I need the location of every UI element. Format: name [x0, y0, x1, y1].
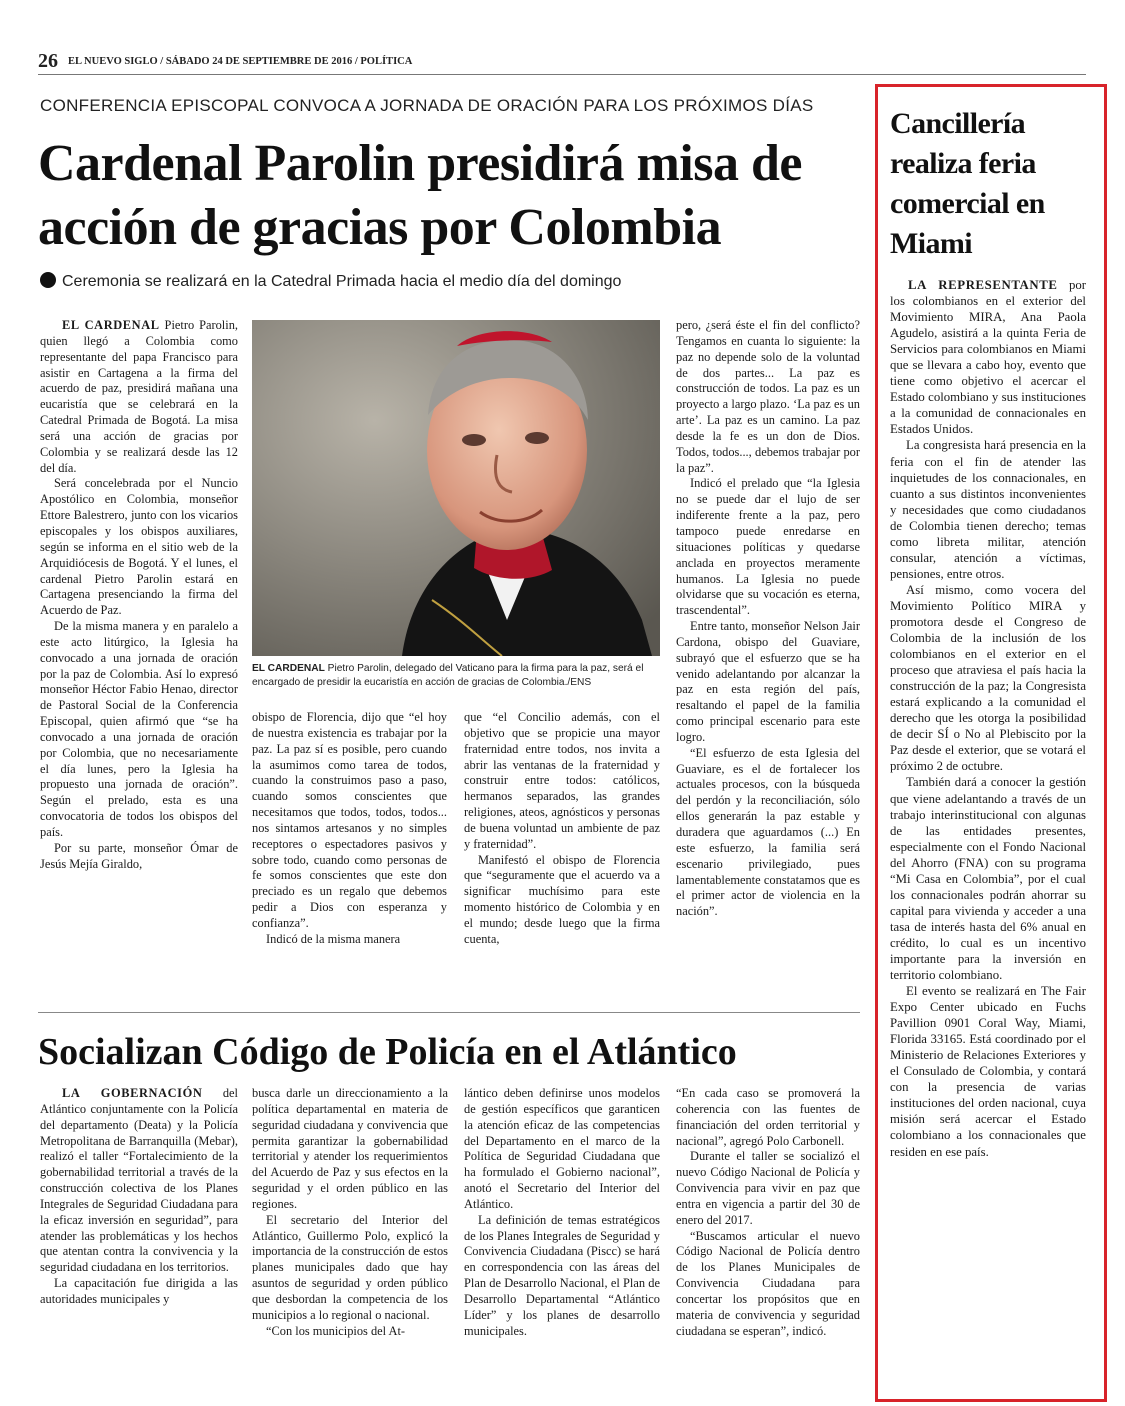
article2-lead-text: del Atlántico conjuntamente con la Policía del departamento (Deata) y la Policía Metropolitana de Barranquilla (Mebar), realizó el taller “Fortalecimiento de la gobernabilidad territorial a través de la construcción colectiva de los Planes Integrales de Seguridad Ciudadana para la eficaz inversión en seguridad”, para atender las problemáticas y los hechos que atentan contra la convivencia y la seguridad ciudadana en los territorios.: [40, 1086, 238, 1275]
article1-paragraph: Indicó el prelado que “la Iglesia no se puede dar el lujo de ser indiferente frente a la paz, pero tampoco puede enredarse en situaciones políticas y quedarse anclada en proyectos meramente humanos. La Iglesia no puede olvidarse que su vocación es eterna, trascendental”.: [676, 476, 860, 618]
bullet-icon: [40, 272, 56, 288]
article1-paragraph: obispo de Florencia, dijo que “el hoy de nuestra existencia es trabajar por la paz. La paz sí es posible, pero cuando la asumimos como tarea de todos, cuando la construimos paso a paso, cuando somos conscientes que necesitamos que todos, todos, todos... nos sintamos artesanos y no simples receptores o espectadores pasivos y sobre todo, cuando como personas de fe somos conscientes que este don preciado es un regalo que debemos pedir a Dios con esperanza y confianza”.: [252, 710, 447, 930]
article1-paragraph: Será concelebrada por el Nuncio Apostólico en Colombia, monseñor Ettore Balestrero, junto con los vicarios episcopales y los obispos auxiliares, según se informa en el sitio web de la Arquidiócesis de Bogotá. Y el lunes, el cardenal Pietro Parolin estará en Cartagena presenciando la firma del Acuerdo de Paz.: [40, 476, 238, 618]
article1-column-1: [40, 318, 238, 873]
article2-column-1: [40, 1086, 238, 1308]
portrait-image: [252, 320, 660, 656]
article1-paragraph: “El esfuerzo de esta Iglesia del Guaviare, es el de fortalecer los actuales procesos, con la búsqueda del perdón y la reconciliación, sólo ellos generarán la paz estable y duradera que aguardamos (...) En este esfuerzo, la familia será escenario privilegiado, pues lamentablemente constatamos que es el primer actor de violencia en la nación”.: [676, 745, 860, 919]
top-rule: [38, 74, 1086, 75]
sidebar-paragraph: La congresista hará presencia en la feria con el fin de atender las inquietudes de los connacionales, en cuanto a sus distintos inconvenientes y necesidades que como ciudadanos de Colombia tienen derecho; temas como libreta militar, atención consular, atención a víctimas, pensiones, entre otros.: [890, 438, 1086, 581]
article1-lead-word: EL CARDENAL: [62, 318, 160, 332]
article2-paragraph: “Buscamos articular el nuevo Código Nacional de Policía dentro de los Planes Municipales de Convivencia Ciudadana para concertar los propósitos que en materia de convivencia y seguridad ciudadana se esperan”, indicó.: [676, 1228, 860, 1338]
sidebar-paragraph: El evento se realizará en The Fair Expo Center ubicado en Fuchs Pavillion 0901 Coral Way, Miami, Florida 33165. Está coordinado por el Ministerio de Relaciones Exteriores y el Consulado de Colombia, y contará con la presencia de varias instituciones del orden nacional, cuya misión será acercar el Estado colombiano a los connacionales que residen en ese país.: [890, 984, 1086, 1159]
article2-paragraph: lántico deben definirse unos modelos de gestión específicos que garanticen la atención eficaz de las competencias del Departamento en el marco de la Política de Seguridad Ciudadana que ha formulado el Gobierno nacional”, anotó el Secretario del Interior del Atlántico.: [464, 1086, 660, 1211]
article2-paragraph: busca darle un direccionamiento a la política departamental en materia de seguridad ciudadana y convivencia que permita garantizar la gobernabilidad territorial y atender los requerimientos del Acuerdo de Paz y sus efectos en la seguridad y el orden público en las regiones.: [252, 1086, 448, 1211]
sidebar-lead-word: LA REPRESENTANTE: [908, 278, 1058, 292]
folio-text: EL NUEVO SIGLO / SÁBADO 24 DE SEPTIEMBRE DE 2016 / POLÍTICA: [68, 56, 413, 67]
article1-column-3: [464, 710, 660, 948]
article2-lead-word: LA GOBERNACIÓN: [62, 1086, 203, 1100]
article2-column-2: [252, 1086, 448, 1340]
cardinal-photo: [252, 320, 660, 656]
article2-paragraph: La definición de temas estratégicos de los Planes Integrales de Seguridad y Convivencia Ciudadana (Piscc) se hará en correspondencia con las áreas del Plan de Desarrollo Nacional, el Plan de Desarrollo Departamental “Atlántico Líder” y los planes de desarrollo municipales.: [464, 1212, 660, 1338]
article1-paragraph: De la misma manera y en paralelo a este acto litúrgico, la Iglesia ha convocado a una jornada de oración por la paz de Colombia. Así lo expresó monseñor Héctor Fabio Henao, director de Pastoral Social de la Conferencia Episcopal, quien afirmó que “se ha convocado a una jornada de oración por Colombia, que no necesariamente el día lunes, pero la Iglesia ha propuesto una jornada de oración”. Según el prelado, esta es una convocatoria de todos los obispos del país.: [40, 619, 238, 839]
article2-column-4: [676, 1086, 860, 1340]
article1-paragraph: Entre tanto, monseñor Nelson Jair Cardona, obispo del Guaviare, subrayó que el esfuerzo que se ha venido adelantando por alcanzar la paz en esta región del país, resaltando el papel de la familia como principal escenario para este logro.: [676, 619, 860, 744]
article1-kicker: CONFERENCIA EPISCOPAL CONVOCA A JORNADA DE ORACIÓN PARA LOS PRÓXIMOS DÍAS: [40, 96, 814, 115]
article2-column-3: [464, 1086, 660, 1340]
article1-lead-paragraph: [40, 318, 238, 476]
article2-paragraph: Durante el taller se socializó el nuevo Código Nacional de Policía y Convivencia para vivir en paz que entra en vigencia a partir del 30 de enero del 2017.: [676, 1149, 860, 1227]
article2-headline: Socializan Código de Policía en el Atlántico: [38, 1031, 737, 1073]
page-number: 26: [38, 50, 58, 72]
article2-paragraph: “Con los municipios del At-: [266, 1323, 406, 1338]
article2-paragraph: “En cada caso se promoverá la coherencia con las fuentes de financiación del orden territorial y nacional”, agregó Polo Carbonell.: [676, 1086, 860, 1148]
article1-paragraph: que “el Concilio además, con el objetivo que se propicie una mayor fraternidad entre todos, nos invita a abrir las ventanas de la fraternidad y construir entre todos: católicos, hermanos separados, las grandes religiones, ateos, agnósticos y personas de buena voluntad un ambiente de paz y fraternidad”.: [464, 710, 660, 851]
sidebar-paragraph: También dará a conocer la gestión que viene adelantando a través de un trabajo interinstitucional con algunas de las entidades presentes, especialmente con el Fondo Nacional del Ahorro (FNA) con su programa “Mi Casa en Colombia”, por el cual los connacionales podrán ahorrar su capital para vivienda y acceder a una tasa de interés hasta del 6% anual en crédito, lo cual es un incentivo importante para la inversión en territorio colombiano.: [890, 775, 1086, 983]
article1-paragraph: Indicó de la misma manera: [266, 931, 401, 946]
article1-deck-text: Ceremonia se realizará en la Catedral Primada hacia el medio día del domingo: [62, 273, 622, 290]
article1-headline: Cardenal Parolin presidirá misa de acción de gracias por Colombia: [38, 135, 802, 256]
article1-paragraph: pero, ¿será éste el fin del conflicto? Tengamos en cuanta lo siguiente: la paz no depende solo de la voluntad de dos partes... La paz es construcción de todos. La paz es un proyecto a largo plazo. ‘La paz es un arte’. La paz es un camino. La paz desde la fe es un don de Dios. Todos, todos..., debemos trabajar por la paz”.: [676, 318, 860, 475]
sidebar-body: [890, 277, 1086, 1160]
article1-paragraph: Por su parte, monseñor Ómar de Jesús Mejía Giraldo,: [40, 840, 238, 871]
caption-lead: EL CARDENAL: [252, 663, 325, 674]
photo-caption: [252, 662, 660, 690]
article1-deck: [40, 272, 860, 291]
article2-paragraph: La capacitación fue dirigida a las autoridades municipales y: [40, 1276, 238, 1306]
sidebar-headline: Cancillería realiza feria comercial en Miami: [890, 107, 1045, 260]
article2-lead-paragraph: [40, 1086, 238, 1276]
article1-column-4: [676, 318, 860, 920]
sidebar-paragraph: Así mismo, como vocera del Movimiento Político MIRA y promotora desde el Congreso de Colombia de la inclusión de los colombianos en el exterior en el proceso que atraviesa el país hacia la construcción de la paz; la Congresista estará explicando a la comunidad el derecho que les otorga la posibilidad de decir SÍ o No al Plebiscito por la Paz desde el exterior, que se votará el próximo 2 de octubre.: [890, 582, 1086, 774]
sidebar-lead-paragraph: [890, 277, 1086, 437]
page-folio: [38, 50, 412, 72]
section-divider: [38, 1012, 860, 1013]
sidebar-lead-text: por los colombianos en el exterior del Movimiento MIRA, Ana Paola Agudelo, asistirá a la quinta Feria de Servicios para colombianos en Miami que se llevara a cabo hoy, evento que tiene como objetivo el acercar el Estado colombiano y sus instituciones a la comunidad de connacionales en Estados Unidos.: [890, 278, 1086, 437]
caption-text: Pietro Parolin, delegado del Vaticano para la firma para la paz, será el encargado de presidir la eucaristía en acción de gracias de Colombia./ENS: [252, 663, 644, 688]
article2-paragraph: El secretario del Interior del Atlántico, Guillermo Polo, explicó la importancia de la construcción de estos planes municipales dado que hay asuntos de seguridad y orden público que desbordan la competencia de los municipios a lo regional o nacional.: [252, 1212, 448, 1322]
article1-lead-text: Pietro Parolin, quien llegó a Colombia como representante del papa Francisco para asistir en Cartagena a la firma del acuerdo de paz, presidirá mañana una eucaristía que se celebrará en la Catedral Primada de Bogotá. La misa será una acción de gracias por Colombia y se realizará desde las 12 del día.: [40, 318, 238, 475]
article1-column-2: [252, 710, 447, 948]
article1-paragraph: Manifestó el obispo de Florencia que “seguramente que el acuerdo va a significar muchísimo para este momento histórico de Colombia y en el mundo; desde luego que la firma cuenta,: [464, 852, 660, 946]
